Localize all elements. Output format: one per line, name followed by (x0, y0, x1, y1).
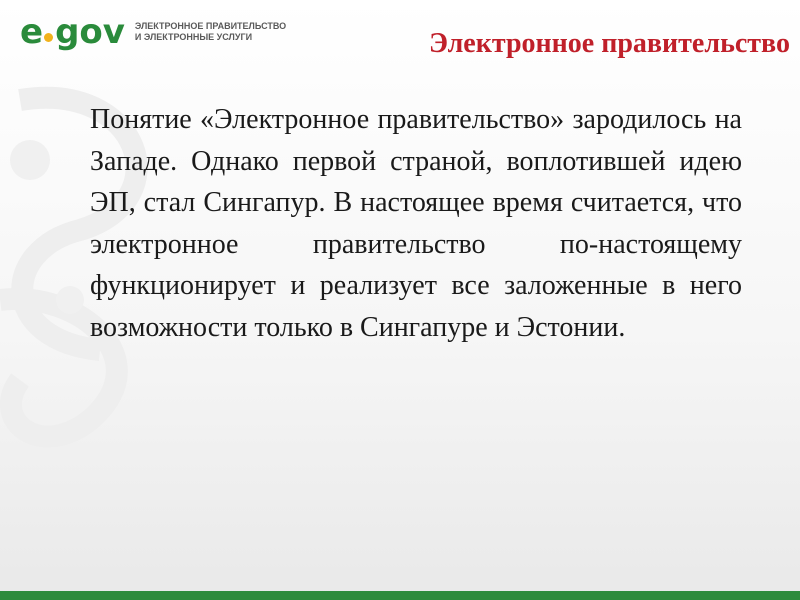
logo-mark-gov: gov (55, 12, 125, 52)
egov-logo-mark (20, 12, 125, 52)
slide-title: Электронное правительство (428, 28, 790, 59)
logo-caption (135, 21, 286, 43)
logo-dot-icon (44, 33, 53, 42)
logo-caption-line1: ЭЛЕКТРОННОЕ ПРАВИТЕЛЬСТВО (134, 21, 287, 31)
bottom-accent-bar (0, 591, 800, 600)
slide-body-paragraph: Понятие «Электронное правительство» зародилось на Западе. Однако первой страной, воплотившей идею ЭП, стал Сингапур. В настоящее время считается, что электронное правительство по-настоящему функционирует и реализует все заложенные в него возможности только в Сингапуре и Эстонии. (90, 104, 742, 343)
egov-logo (20, 12, 286, 52)
logo-mark-e: e (20, 12, 44, 52)
logo-caption-line2: И ЭЛЕКТРОННЫЕ УСЛУГИ (134, 32, 253, 42)
